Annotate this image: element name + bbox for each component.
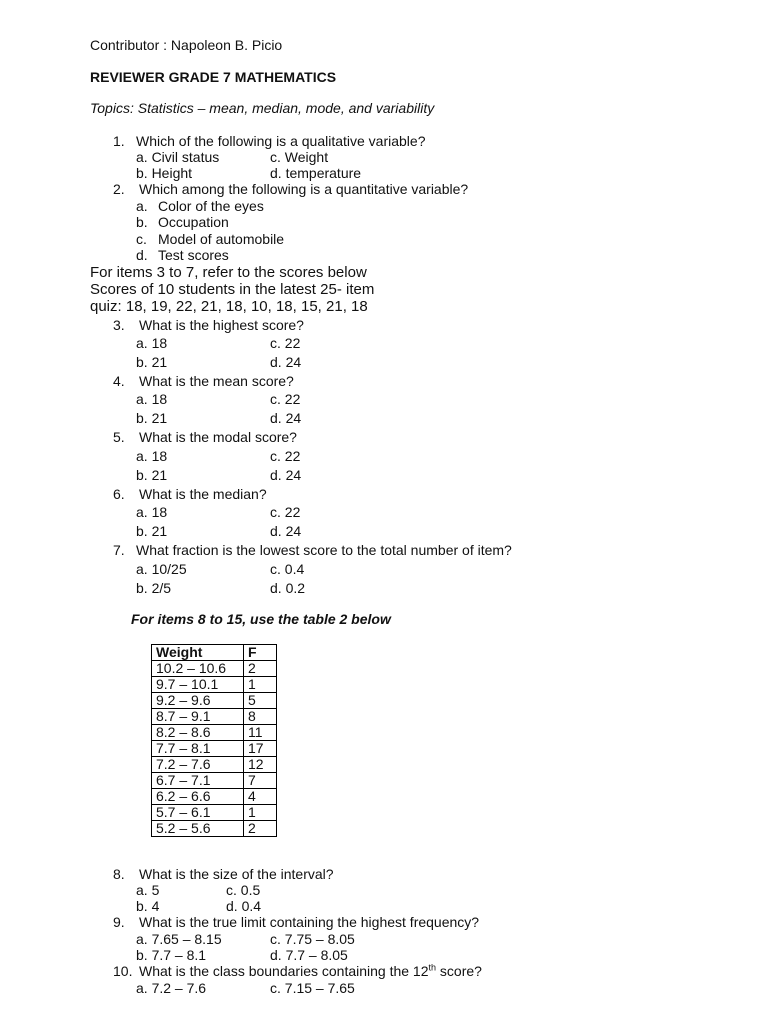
question-number: 3. (113, 317, 125, 333)
choice: c. 22 (270, 448, 301, 464)
question-text: What is the highest score? (139, 317, 304, 333)
choice: b. 7.7 – 8.1 (136, 947, 207, 963)
question-number: 9. (113, 914, 125, 930)
choice: d. 0.2 (270, 580, 306, 596)
table-row (152, 757, 277, 773)
table-row (152, 821, 277, 837)
question-text: What is the mean score? (139, 373, 294, 389)
question-number: 8. (113, 866, 125, 882)
choice: d. 24 (270, 354, 302, 370)
weight-cell: 6.7 – 7.1 (152, 773, 244, 789)
question-number: 2. (113, 181, 125, 197)
choice: c. 0.5 (226, 882, 261, 898)
choice-letter: d. (136, 247, 148, 263)
choice: a. 10/25 (136, 561, 187, 577)
choice: b. 2/5 (136, 580, 172, 596)
table-row (152, 725, 277, 741)
weight-cell: 7.7 – 8.1 (152, 741, 244, 757)
question-text: What is the median? (139, 486, 267, 502)
frequency-cell: 2 (244, 821, 277, 837)
choice: b. Height (136, 165, 193, 181)
choice: a. 7.2 – 7.6 (136, 980, 207, 996)
frequency-cell: 12 (244, 757, 277, 773)
choice: a. 18 (136, 448, 168, 464)
choice: Occupation (158, 214, 229, 230)
choice: b. 21 (136, 467, 168, 483)
frequency-cell: 8 (244, 709, 277, 725)
table-header-row (152, 645, 277, 661)
choice: c. 22 (270, 504, 301, 520)
choice: d. 24 (270, 523, 302, 539)
question-number: 5. (113, 429, 125, 445)
choice: d. 0.4 (226, 898, 262, 914)
table-row (152, 789, 277, 805)
frequency-cell: 2 (244, 661, 277, 677)
question-number: 4. (113, 373, 125, 389)
question-number: 1. (113, 133, 125, 149)
weight-cell: 5.2 – 5.6 (152, 821, 244, 837)
choice: b. 21 (136, 523, 168, 539)
choice: a. 7.65 – 8.15 (136, 931, 222, 947)
choice: Test scores (158, 247, 229, 263)
table-row (152, 773, 277, 789)
choice-letter: b. (136, 214, 148, 230)
table-row (152, 741, 277, 757)
frequency-cell: 7 (244, 773, 277, 789)
question-text (139, 963, 482, 979)
choice: b. 21 (136, 354, 168, 370)
question-text: What is the true limit containing the highest frequency? (139, 914, 480, 930)
choice: d. 24 (270, 467, 302, 483)
choice: a. 18 (136, 391, 168, 407)
choice: c. 22 (270, 391, 301, 407)
choice: a. 5 (136, 882, 160, 898)
choice: c. 7.75 – 8.05 (270, 931, 355, 947)
table-row (152, 805, 277, 821)
question-text-part: What is the class boundaries containing the 12 (139, 963, 429, 979)
question-number: 7. (113, 542, 125, 558)
passage-line: For items 3 to 7, refer to the scores below (90, 264, 367, 281)
choice: a. Civil status (136, 149, 220, 165)
choice: a. 18 (136, 335, 168, 351)
weight-cell: 6.2 – 6.6 (152, 789, 244, 805)
weight-cell: 8.7 – 9.1 (152, 709, 244, 725)
table-row (152, 677, 277, 693)
choice: c. 22 (270, 335, 301, 351)
choice: Color of the eyes (158, 198, 264, 214)
frequency-cell: 5 (244, 693, 277, 709)
table-intro: For items 8 to 15, use the table 2 below (131, 611, 391, 627)
choice: c. 7.15 – 7.65 (270, 980, 355, 996)
frequency-cell: 1 (244, 805, 277, 821)
topics-line: Topics: Statistics – mean, median, mode, and variability (90, 100, 435, 116)
column-header-frequency: F (244, 645, 277, 661)
contributor-line: Contributor : Napoleon B. Picio (90, 37, 283, 53)
choice-letter: a. (136, 198, 148, 214)
question-text: What fraction is the lowest score to the total number of item? (136, 542, 512, 558)
choice: d. 24 (270, 410, 302, 426)
superscript: th (428, 962, 437, 973)
frequency-cell: 11 (244, 725, 277, 741)
weight-cell: 8.2 – 8.6 (152, 725, 244, 741)
choice: b. 4 (136, 898, 160, 914)
passage-line: Scores of 10 students in the latest 25- item (90, 281, 375, 298)
choice: b. 21 (136, 410, 168, 426)
weight-cell: 7.2 – 7.6 (152, 757, 244, 773)
choice: Model of automobile (158, 231, 285, 247)
choice: d. temperature (270, 165, 362, 181)
weight-cell: 10.2 – 10.6 (152, 661, 244, 677)
table-row (152, 709, 277, 725)
choice: c. Weight (270, 149, 329, 165)
question-text: Which of the following is a qualitative variable? (136, 133, 426, 149)
question-text: Which among the following is a quantitative variable? (139, 181, 469, 197)
table-row (152, 693, 277, 709)
choice: a. 18 (136, 504, 168, 520)
column-header-weight: Weight (152, 645, 244, 661)
frequency-cell: 17 (244, 741, 277, 757)
passage-line: quiz: 18, 19, 22, 21, 18, 10, 18, 15, 21, 18 (90, 298, 368, 315)
frequency-table (151, 644, 277, 837)
question-text: What is the modal score? (139, 429, 297, 445)
weight-cell: 9.2 – 9.6 (152, 693, 244, 709)
choice: c. 0.4 (270, 561, 305, 577)
frequency-cell: 1 (244, 677, 277, 693)
frequency-cell: 4 (244, 789, 277, 805)
question-text-part: score? (436, 963, 482, 979)
question-number: 10. (113, 963, 133, 979)
weight-cell: 9.7 – 10.1 (152, 677, 244, 693)
choice: d. 7.7 – 8.05 (270, 947, 348, 963)
weight-cell: 5.7 – 6.1 (152, 805, 244, 821)
question-text: What is the size of the interval? (139, 866, 334, 882)
document-title: REVIEWER GRADE 7 MATHEMATICS (90, 69, 337, 85)
table-row (152, 661, 277, 677)
choice-letter: c. (136, 231, 147, 247)
question-number: 6. (113, 486, 125, 502)
